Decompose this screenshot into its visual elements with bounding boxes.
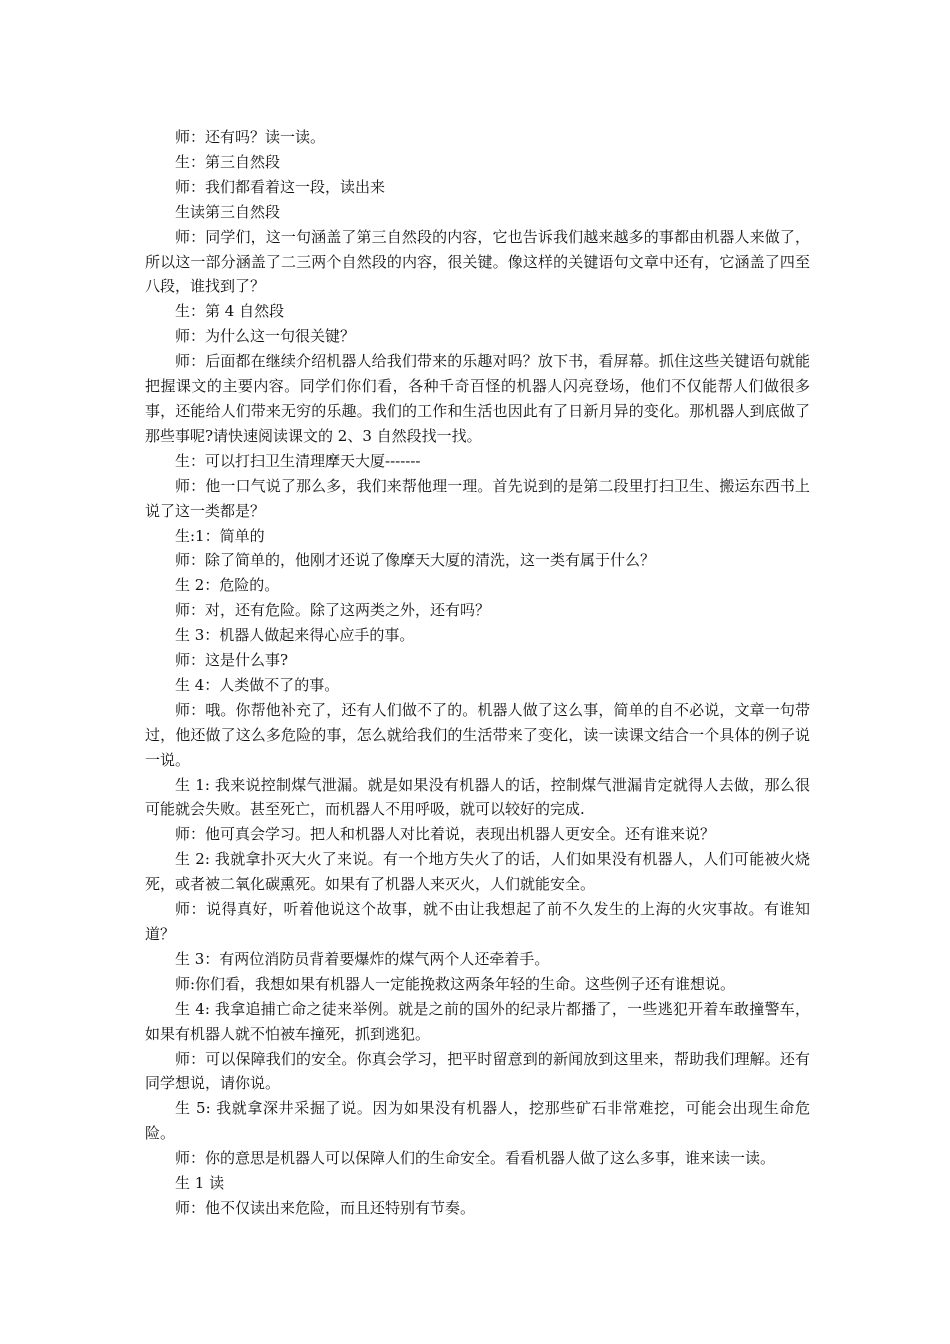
paragraph: 师：哦。你帮他补充了，还有人们做不了的。机器人做了这么事，简单的自不必说，文章一句带过，他还做了这么多危险的事，怎么就给我们的生活带来了变化，读一读课文结合一个具体的例子说一说。 (145, 700, 810, 769)
paragraph: 师：除了简单的，他刚才还说了像摩天大厦的清洗，这一类有属于什么？ (175, 551, 656, 570)
paragraph: 师：这是什么事? (175, 651, 289, 670)
paragraph: 师:你们看，我想如果有机器人一定能挽救这两条年轻的生命。这些例子还有谁想说。 (175, 974, 736, 993)
paragraph: 生 5: 我就拿深井采掘了说。因为如果没有机器人，挖那些矿石非常难挖，可能会出现生命危险。 (145, 1099, 810, 1143)
paragraph: 生：可以打扫卫生清理摩天大厦------- (175, 451, 421, 470)
paragraph: 生:1：简单的 (175, 526, 265, 545)
paragraph: 师：他不仅读出来危险，而且还特别有节奏。 (175, 1198, 476, 1217)
paragraph: 师：对，还有危险。除了这两类之外，还有吗？ (175, 601, 491, 620)
paragraph: 生 4：人类做不了的事。 (175, 675, 340, 694)
paragraph: 生 3：有两位消防员背着要爆炸的煤气两个人还牵着手。 (175, 949, 550, 968)
paragraph: 生 1 读 (175, 1174, 225, 1193)
paragraph: 师：说得真好，听着他说这个故事，就不由让我想起了前不久发生的上海的火灾事故。有谁知道？ (145, 900, 810, 943)
paragraph: 师：为什么这一句很关键？ (175, 327, 356, 346)
paragraph: 生 3：机器人做起来得心应手的事。 (175, 626, 415, 645)
paragraph: 师：可以保障我们的安全。你真会学习，把平时留意到的新闻放到这里来，帮助我们理解。还有同学想说，请你说。 (145, 1049, 810, 1093)
paragraph: 师：后面都在继续介绍机器人给我们带来的乐趣对吗？放下书，看屏幕。抓住这些关键语句就能把握课文的主要内容。同学们你们看，各种千奇百怪的机器人闪亮登场，他们不仅能帮人们做很多事，还能给人们带来无穷的乐趣。我们的工作和生活也因此有了日新月异的变化。那机器人到底做了那些事呢?请快速阅读课文的 2、3 自然段找一找。 (145, 352, 810, 445)
paragraph: 师：你的意思是机器人可以保障人们的生命安全。看看机器人做了这么多事，谁来读一读。 (175, 1149, 776, 1168)
paragraph: 生 4: 我拿追捕亡命之徒来举例。就是之前的国外的纪录片都播了，一些逃犯开着车敢撞警车，如果有机器人就不怕被车撞死，抓到逃犯。 (145, 999, 810, 1043)
paragraph: 师：我们都看着这一段，读出来 (175, 177, 386, 196)
paragraph: 生 2：危险的。 (175, 576, 280, 595)
paragraph: 师：他可真会学习。把人和机器人对比着说，表现出机器人更安全。还有谁来说？ (175, 825, 716, 844)
paragraph: 生：第 4 自然段 (175, 302, 285, 321)
paragraph: 生 1: 我来说控制煤气泄漏。就是如果没有机器人的话，控制煤气泄漏肯定就得人去做，那么很可能就会失败。甚至死亡，而机器人不用呼吸，就可以较好的完成. (145, 775, 810, 819)
paragraph: 生 2: 我就拿扑灭大火了来说。有一个地方失火了的话，人们如果没有机器人，人们可能被火烧死，或者被二氧化碳熏死。如果有了机器人来灭火，人们就能安全。 (145, 850, 810, 894)
paragraph: 生读第三自然段 (175, 202, 281, 221)
paragraph: 生：第三自然段 (175, 152, 281, 171)
paragraph: 师：还有吗？读一读。 (175, 128, 326, 146)
paragraph: 师：同学们，这一句涵盖了第三自然段的内容，它也告诉我们越来越多的事都由机器人来做了，所以这一部分涵盖了二三两个自然段的内容，很关键。像这样的关键语句文章中还有，它涵盖了四至八段，谁找到了？ (145, 227, 810, 296)
document-page (145, 125, 810, 1221)
paragraph: 师：他一口气说了那么多，我们来帮他理一理。首先说到的是第二段里打扫卫生、搬运东西书上说了这一类都是？ (145, 476, 810, 520)
